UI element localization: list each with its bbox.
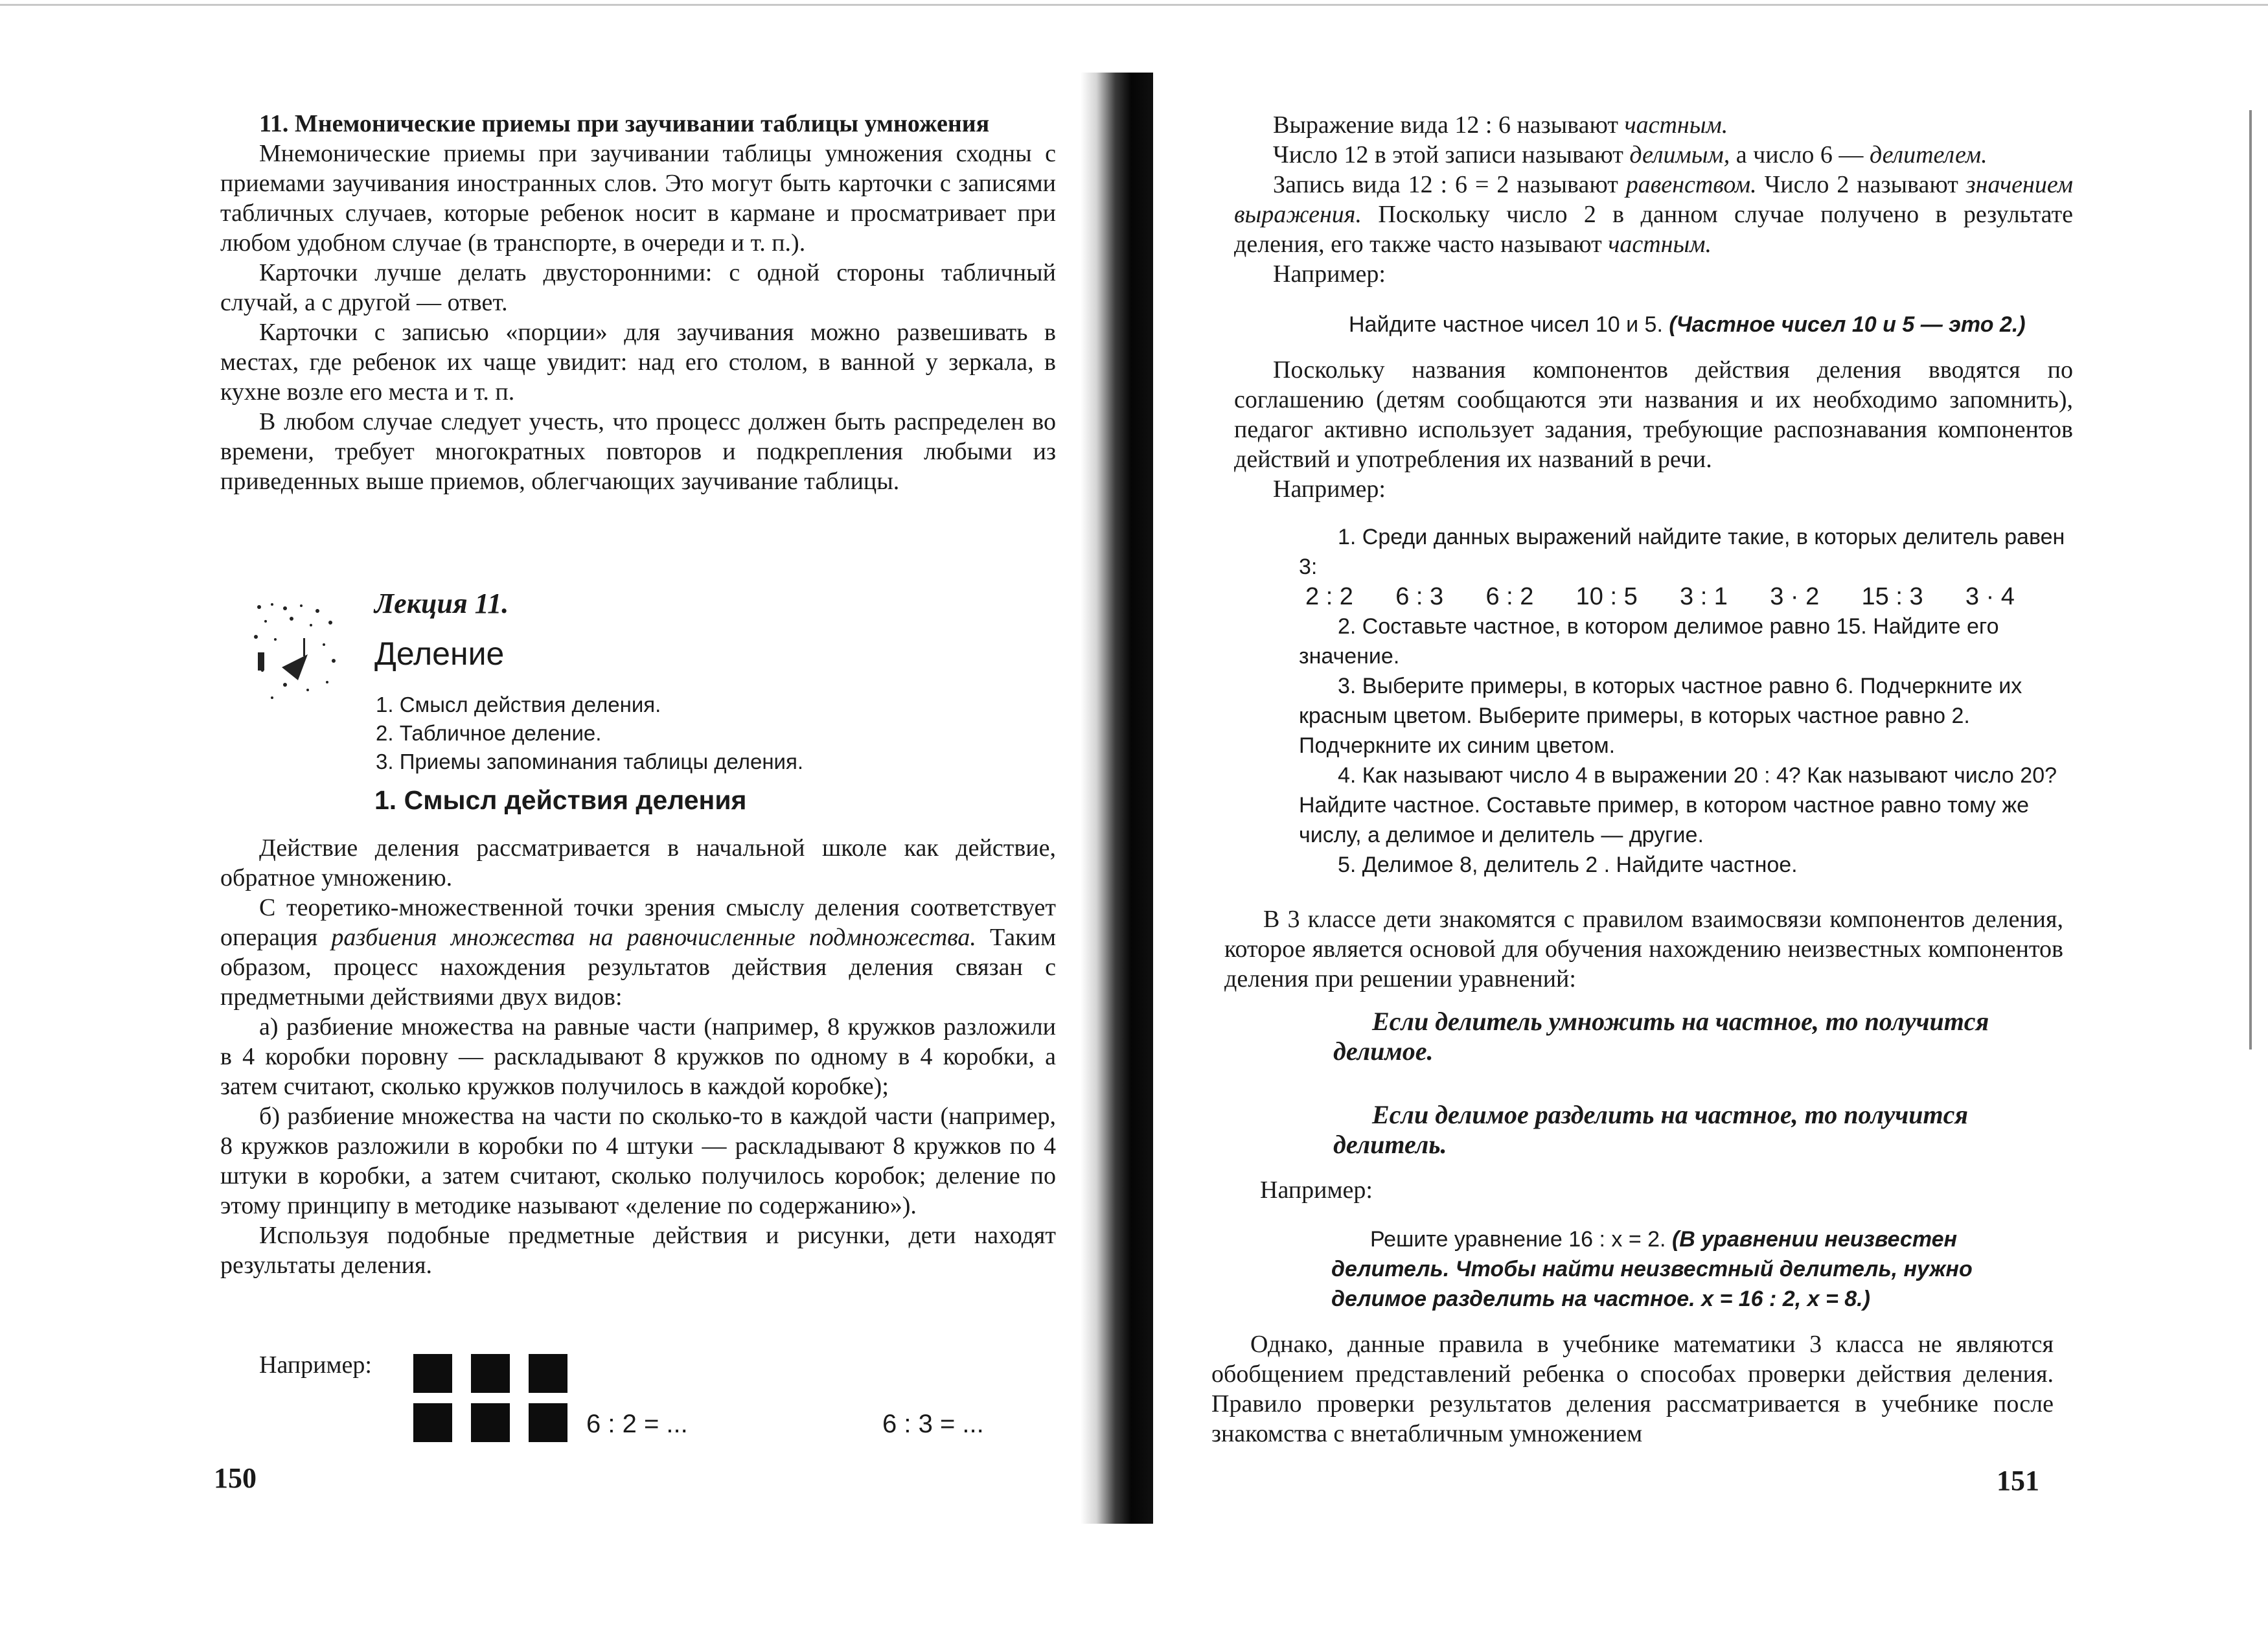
page-number: 150 [214, 1462, 257, 1494]
task-expression: 3 : 1 [1680, 583, 1728, 610]
section-1-paragraph: Действие деления рассматривается в начальной школе как действие, обратное умножению. [220, 834, 1056, 891]
square-icon [471, 1403, 510, 1442]
example-expression: 6 : 2 = ... [586, 1410, 688, 1438]
components-paragraph: Поскольку названия компонентов действия деления вводятся по соглашению (детям сообщаются эти названия и их необходимо запомнить), педагог активно использует задания, требующие распознавания компонентов действий и употребления их названий в речи. [1234, 356, 2073, 473]
task-expression-row [1305, 582, 2015, 612]
section-11-paragraph: Мнемонические приемы при заучивании таблицы умножения сходны с приемами заучивания иностранных слов. Это могут быть карточки с записями табличных случаев, которые ребенок носит в кармане и просматривает при любом удобном случае (в транспорте, в очереди и т. п.). [220, 140, 1056, 257]
section-1-body [220, 833, 1056, 1280]
task-expression: 10 : 5 [1575, 583, 1638, 610]
components-paragraph-block [1234, 355, 2073, 504]
rule-2 [1333, 1100, 2059, 1160]
task-item: 3. Выберите примеры, в которых частное равно 6. Подчеркните их красным цветом. Выберите примеры, в которых частное равно 2. Подчеркните их синим цветом. [1299, 674, 2022, 758]
square-icon [471, 1354, 510, 1393]
square-icon [413, 1403, 452, 1442]
section-11-paragraph: Карточки с записью «порции» для заучивания можно развешивать в местах, где ребенок их чаще увидит: над его столом, в ванной у зеркала, в кухне возле его места и т. п. [220, 319, 1056, 406]
section-1-paragraph: Используя подобные предметные действия и рисунки, дети находят результаты деления. [220, 1222, 1056, 1279]
definition-paragraph [1234, 170, 2073, 259]
example-3-text [1331, 1224, 2063, 1314]
lecture-decoration-icon [246, 599, 343, 706]
text-run: Число 2 называют [1756, 171, 1966, 198]
closing-paragraph: Однако, данные правила в учебнике математики 3 класса не являются обобщением представлений ребенка о способах проверки действия деления. Правило проверки результатов деления рассматривается в учебнике после знакомства с внетабличным умножением [1211, 1331, 2054, 1447]
closing-paragraph-block [1211, 1329, 2054, 1449]
interrelation-paragraph-block [1224, 904, 2063, 994]
task-expression: 2 : 2 [1305, 583, 1353, 610]
section-1-heading: 1. Смысл действия деления [374, 785, 747, 815]
text-run: С теоретико-множественной точки зрения смыслу деления соответствует операция [220, 894, 1056, 951]
lecture-title: Деление [374, 636, 505, 672]
task-item: 4. Как называют число 4 в выражении 20 : 4? Как называют число 20? Найдите частное. Составьте пример, в котором частное равно тому же числу, а делимое и делитель — другие. [1299, 763, 2057, 847]
task-expression: 15 : 3 [1861, 583, 1923, 610]
rule-1-text: Если делитель умножить на частное, то получится делимое. [1333, 1007, 1989, 1066]
task-expression: 3 · 4 [1965, 583, 2015, 610]
text-run: Поскольку число 2 в данном случае получено в результате деления, его также часто называют [1234, 201, 2073, 258]
emphasis-text: равенством. [1625, 171, 1757, 198]
left-page [0, 0, 1101, 1652]
toc-item: 2. Табличное деление. [376, 721, 602, 745]
task-list [1299, 522, 2073, 880]
emphasis-text: (Частное чисел 10 и 5 — это 2.) [1669, 312, 2026, 337]
rule-1 [1333, 1007, 2059, 1066]
section-11 [220, 109, 1056, 496]
lecture-label: Лекция 11. [374, 588, 509, 619]
toc-item: 3. Приемы запоминания таблицы деления. [376, 750, 804, 774]
section-11-paragraph: Карточки лучше делать двусторонними: с одной стороны табличный случай, а с другой — ответ. [220, 259, 1056, 316]
example-label: Например: [1260, 1176, 1373, 1204]
emphasis-text: частным. [1624, 111, 1728, 139]
text-run: Решите уравнение 16 : x = 2. [1370, 1227, 1672, 1252]
emphasis-text: делимым, [1629, 141, 1730, 168]
square-icon [529, 1403, 567, 1442]
definition-paragraph [1234, 140, 2073, 170]
section-1-paragraph: б) разбиение множества на части по сколько-то в каждой части (например, 8 кружков разложили в коробки по 4 штуки — раскладывают 8 кружков по 4 штуки в коробки, а затем считают, сколько получилось коробок; деление по этому принципу в методике называют «деление по содержанию»). [220, 1103, 1056, 1219]
text-run: а число 6 — [1730, 141, 1870, 168]
task-expression: 6 : 2 [1485, 583, 1534, 610]
task-item: 5. Делимое 8, делитель 2 . Найдите частное. [1338, 853, 1798, 877]
emphasis-text: частным. [1608, 231, 1712, 258]
emphasis-text: (В уравнении неизвестен делитель. Чтобы найти неизвестный делитель, нужно делимое разделить на частное. x = 16 : 2, x = 8.) [1331, 1227, 1973, 1311]
task-item: 1. Среди данных выражений найдите такие, в которых делитель равен 3: [1299, 525, 2065, 579]
task-item: 2. Составьте частное, в котором делимое равно 15. Найдите его значение. [1299, 614, 1999, 669]
section-1-paragraph: а) разбиение множества на равные части (например, 8 кружков разложили в 4 коробки поровну — раскладывают 8 кружков по одному в 4 коробки, а затем считают, сколько кружков получилось в каждой коробке); [220, 1013, 1056, 1100]
text-run: Выражение вида 12 : 6 называют [1273, 111, 1625, 139]
example-label: Например: [1273, 260, 1386, 288]
right-page [1166, 0, 2268, 1652]
example-label: Например: [259, 1351, 372, 1379]
task-expression: 6 : 3 [1395, 583, 1444, 610]
text-run: Запись вида 12 : 6 = 2 называют [1273, 171, 1626, 198]
example-label: Например: [1273, 476, 1386, 503]
section-11-title: 11. Мнемонические приемы при заучивании таблицы умножения [259, 110, 990, 137]
page-number: 151 [1997, 1465, 2039, 1497]
section-1-paragraph [220, 893, 1056, 1012]
example-1-text [1349, 310, 2074, 339]
toc-item: 1. Смысл действия деления. [376, 693, 661, 717]
example-1 [1349, 310, 2074, 339]
definitions-block [1234, 110, 2073, 289]
task-expression: 3 · 2 [1770, 583, 1820, 610]
lecture-toc [376, 691, 1024, 776]
text-run: Число 12 в этой записи называют [1273, 141, 1630, 168]
example-expression: 6 : 3 = ... [882, 1410, 984, 1438]
square-icon [529, 1354, 567, 1393]
example-3 [1331, 1224, 2063, 1314]
text-run: Таким образом, процесс нахождения результатов действия деления связан с предметными действиями двух видов: [220, 924, 1057, 1011]
section-11-paragraph: В любом случае следует учесть, что процесс должен быть распределен во времени, требует многократных повторов и подкрепления любыми из приведенных выше приемов, облегчающих заучивание таблицы. [220, 408, 1056, 495]
text-run: Найдите частное чисел 10 и 5. [1349, 312, 1669, 337]
emphasis-text: значением выражения. [1234, 171, 2073, 228]
rule-2-text: Если делимое разделить на частное, то получится делитель. [1333, 1100, 1968, 1159]
definition-paragraph [1234, 110, 2073, 140]
emphasis-text: делителем. [1869, 141, 1987, 168]
emphasis-text: разбиения множества на равночисленные подмножества. [331, 924, 976, 951]
interrelation-paragraph: В 3 классе дети знакомятся с правилом взаимосвязи компонентов деления, которое является основой для обучения нахождению неизвестных компонентов деления при решении уравнений: [1224, 906, 2063, 992]
square-icon [413, 1354, 452, 1393]
